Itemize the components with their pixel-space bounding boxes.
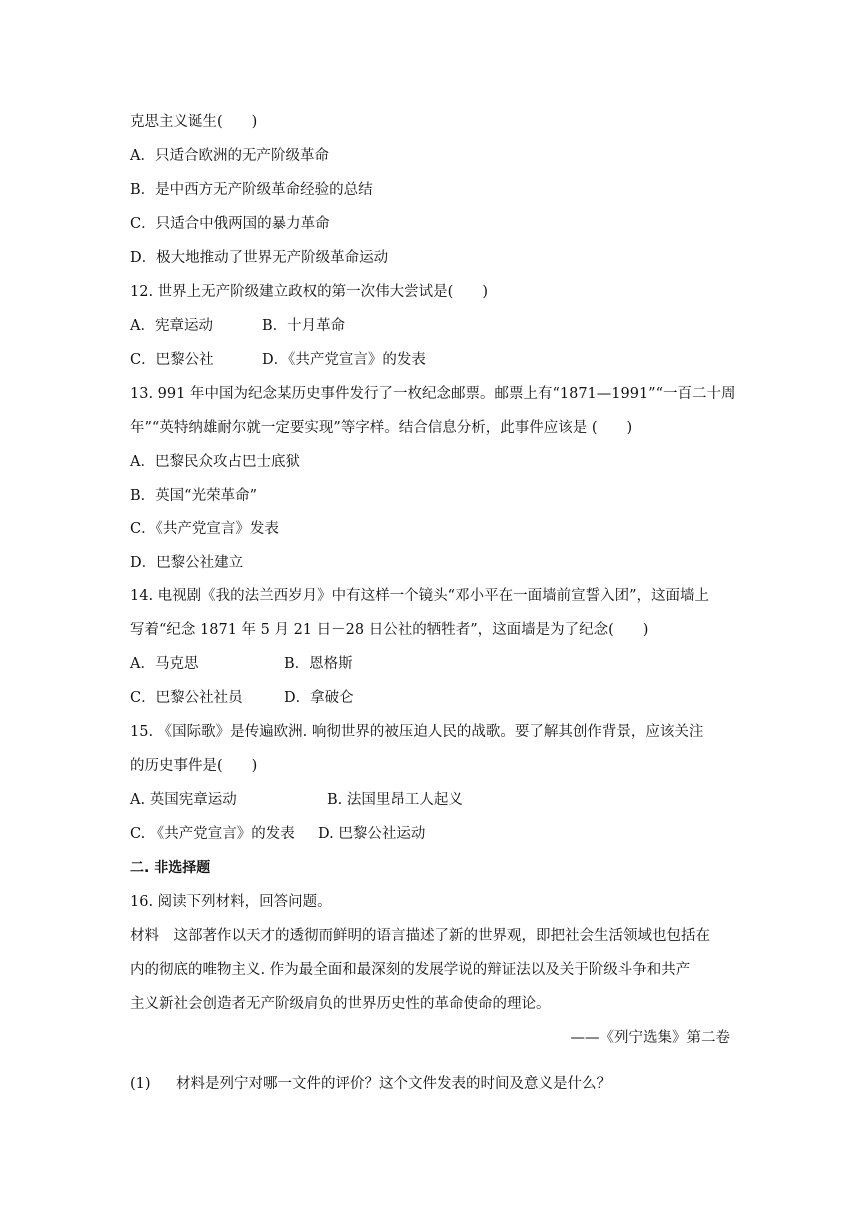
q16-stem: 16. 阅读下列材料，回答问题。 [130, 894, 332, 910]
q13-option-d: D．巴黎公社建立 [130, 555, 244, 571]
q16-sub1-number: (1) [130, 1076, 151, 1092]
q11-option-b: B．是中西方无产阶级革命经验的总结 [130, 182, 373, 198]
q16-material-line3: 主义新社会创造者无产阶级肩负的世界历史性的革命使命的理论。 [130, 996, 551, 1012]
q16-sub1-question: 材料是列宁对哪一文件的评价？这个文件发表的时间及意义是什么？ [176, 1076, 611, 1092]
q12-option-c: C．巴黎公社 [130, 352, 214, 368]
q13-option-a: A．巴黎民众攻占巴士底狱 [130, 454, 300, 470]
q11-option-d: D．极大地推动了世界无产阶级革命运动 [130, 250, 389, 266]
q13-stem-line2: 年”“英特纳雄耐尔就一定要实现”等字样。结合信息分析，此事件应该是 ( ) [130, 420, 633, 436]
q16-material-line2: 内的彻底的唯物主义. 作为最全面和最深刻的发展学说的辩证法以及关于阶级斗争和共产 [130, 962, 691, 978]
q16-material-line1: 材料 这部著作以天才的透彻而鲜明的语言描述了新的世界观，即把社会生活领域也包括在 [130, 928, 710, 944]
q14-stem-line1: 14. 电视剧《我的法兰西岁月》中有这样一个镜头“邓小平在一面墙前宣誓入团”，这面墙上 [130, 588, 709, 604]
q15-option-c: C. 《共产党宣言》的发表 [130, 826, 295, 842]
q13-option-c: C．《共产党宣言》发表 [130, 521, 279, 537]
q15-stem-line1: 15. 《国际歌》是传遍欧洲. 响彻世界的被压迫人民的战歌。要了解其创作背景，应该关注 [130, 724, 704, 740]
q15-option-b: B. 法国里昂工人起义 [327, 792, 463, 808]
q12-stem: 12. 世界上无产阶级建立政权的第一次伟大尝试是( ) [130, 284, 488, 300]
q14-option-a: A．马克思 [130, 656, 199, 672]
section-heading: 二. 非选择题 [130, 860, 211, 876]
q12-option-b: B．十月革命 [262, 318, 346, 334]
q15-option-d: D. 巴黎公社运动 [318, 826, 426, 842]
q11-option-c: C．只适合中俄两国的暴力革命 [130, 216, 330, 232]
q15-option-a: A. 英国宪章运动 [130, 792, 237, 808]
q11-stem-tail: 克思主义诞生( ) [130, 114, 258, 130]
q15-stem-line2: 的历史事件是( ) [130, 758, 258, 774]
q14-option-d: D．拿破仑 [284, 690, 354, 706]
q12-option-d: D．《共产党宣言》的发表 [262, 352, 426, 368]
q13-option-b: B．英国“光荣革命” [130, 488, 257, 504]
q13-stem-line1: 13. 991 年中国为纪念某历史事件发行了一枚纪念邮票。邮票上有“1871—1991”“一百二十周 [130, 386, 736, 402]
q14-option-b: B．恩格斯 [284, 656, 353, 672]
q14-option-c: C．巴黎公社社员 [130, 690, 243, 706]
q16-source: ——《列宁选集》第二卷 [570, 1030, 730, 1046]
q11-option-a: A．只适合欧洲的无产阶级革命 [130, 148, 329, 164]
q14-stem-line2: 写着“纪念 1871 年 5 月 21 日－28 日公社的牺牲者”，这面墙是为了纪念( ) [130, 622, 649, 638]
q12-option-a: A．宪章运动 [130, 318, 213, 334]
